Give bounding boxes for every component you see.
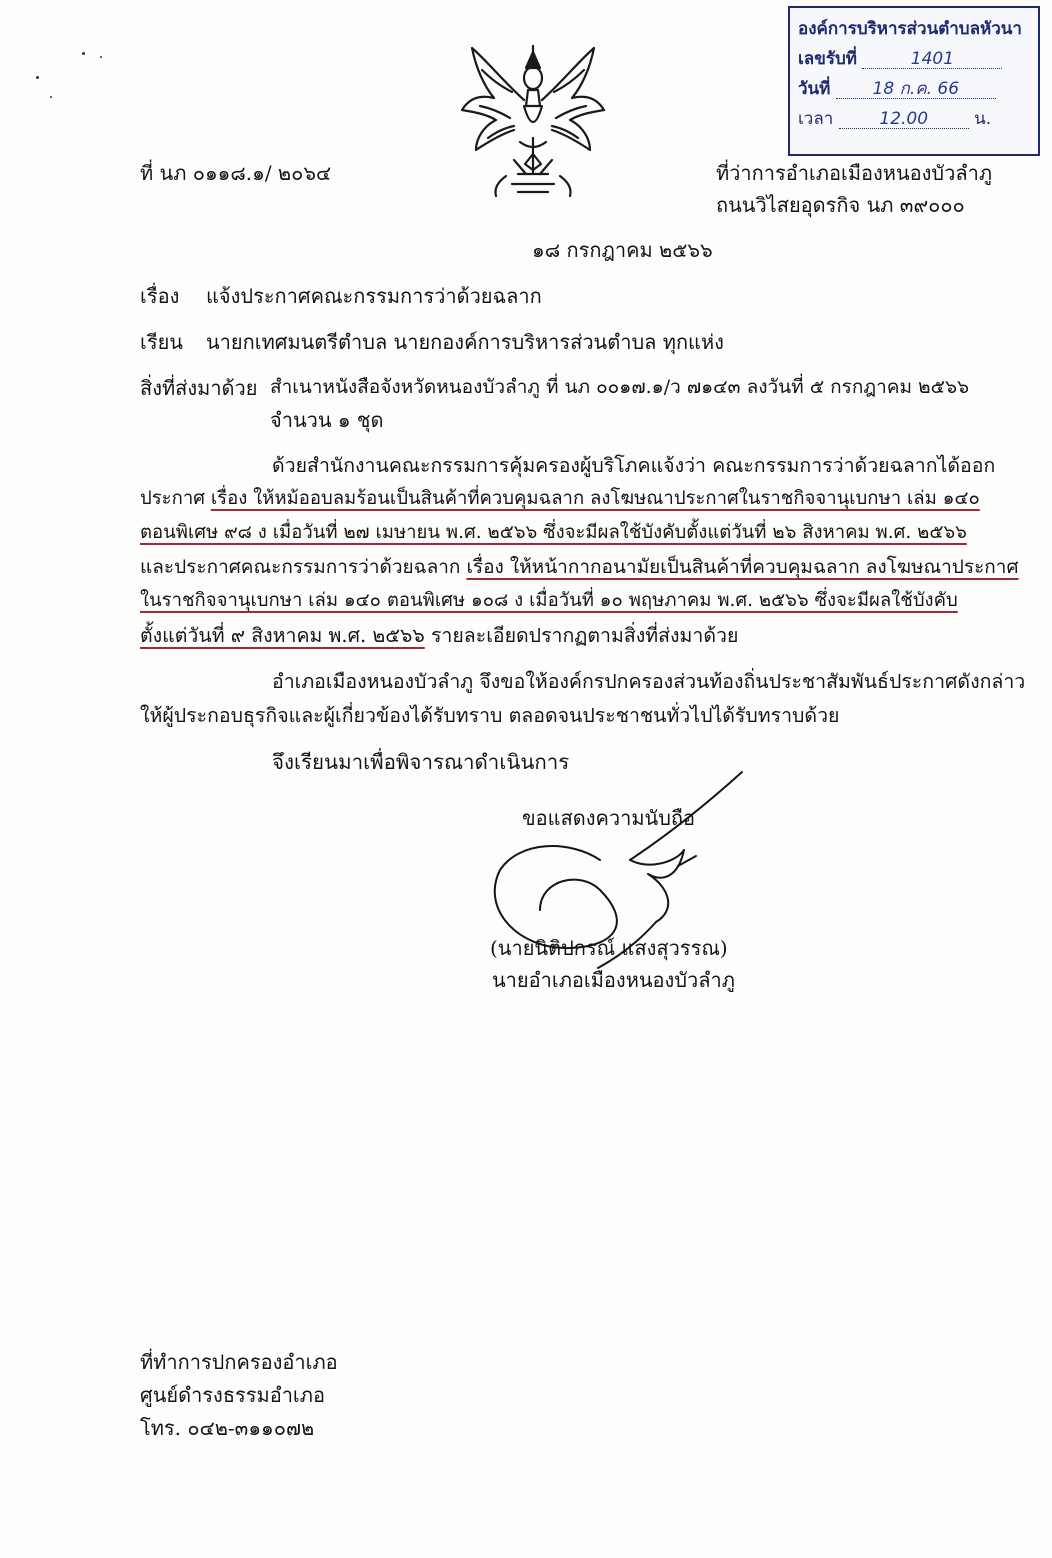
footer-phone: โทร. ๐๔๒-๓๑๑๐๗๒	[140, 1416, 315, 1440]
stamp-date-label: วันที่	[798, 79, 831, 99]
subject-label: เรื่อง	[140, 284, 180, 308]
subject-text: แจ้งประกาศคณะกรรมการว่าด้วยฉลาก	[206, 284, 542, 308]
recipient-text: นายกเทศมนตรีตำบล นายกองค์การบริหารส่วนตำบล ทุกแห่ง	[206, 330, 724, 354]
footer-center: ศูนย์ดำรงธรรมอำเภอ	[140, 1383, 325, 1407]
body-p1-line3: ตอนพิเศษ ๙๘ ง เมื่อวันที่ ๒๗ เมษายน พ.ศ. ๒๕๖๖ ซึ่งจะมีผลใช้บังคับตั้งแต่วันที่ ๒๖ สิงหาคม พ.ศ. ๒๕๖๖	[140, 522, 967, 543]
speck	[50, 96, 52, 98]
stamp-receipt-label: เลขรับที่	[798, 49, 857, 69]
body-p1-line2-underlined: เรื่อง ให้หม้ออบลมร้อนเป็นสินค้าที่ควบคุมฉลาก ลงโฆษณาประกาศในราชกิจจานุเบกษา เล่ม ๑๔๐	[210, 488, 980, 509]
stamp-date-value: 18 ก.ค. 66	[836, 80, 996, 99]
footer-office: ที่ทำการปกครองอำเภอ	[140, 1350, 338, 1374]
speck	[100, 56, 102, 58]
body-p1-line1: ด้วยสำนักงานคณะกรรมการคุ้มครองผู้บริโภคแจ้งว่า คณะกรรมการว่าด้วยฉลากได้ออก	[272, 454, 996, 477]
body-p1-line6-underlined: ตั้งแต่วันที่ ๙ สิงหาคม พ.ศ. ๒๕๖๖	[140, 624, 425, 647]
speck	[36, 76, 39, 79]
receipt-stamp	[788, 6, 1040, 156]
body-p1-line2	[140, 490, 980, 509]
stamp-receipt-no: 1401	[862, 50, 1002, 69]
garuda-emblem	[454, 42, 612, 202]
enclosure-line1: สำเนาหนังสือจังหวัดหนองบัวลำภู ที่ นภ ๐๐๑๗.๑/ว ๗๑๔๓ ลงวันที่ ๕ กรกฎาคม ๒๕๖๖	[270, 376, 970, 398]
signatory-name: (นายนิติปกรณ์ แสงสุวรรณ)	[490, 936, 728, 960]
recipient-label: เรียน	[140, 330, 183, 354]
body-p1-line2-prefix: ประกาศ	[140, 488, 211, 509]
body-p2-line1: อำเภอเมืองหนองบัวลำภู จึงขอให้องค์กรปกครองส่วนท้องถิ่นประชาสัมพันธ์ประกาศดังกล่าว	[272, 670, 1026, 693]
signatory-position: นายอำเภอเมืองหนองบัวลำภู	[492, 968, 735, 992]
closing-salutation: ขอแสดงความนับถือ	[522, 806, 696, 830]
enclosure-label: สิ่งที่ส่งมาด้วย	[140, 376, 258, 400]
body-p1-line4-underlined: เรื่อง ให้หน้ากากอนามัยเป็นสินค้าที่ควบคุมฉลาก ลงโฆษณาประกาศ	[466, 556, 1019, 578]
reference-number: ที่ นภ ๐๑๑๘.๑/ ๒๐๖๔	[140, 161, 332, 185]
body-p2-line2: ให้ผู้ประกอบธุรกิจและผู้เกี่ยวข้องได้รับทราบ ตลอดจนประชาชนทั่วไปได้รับทราบด้วย	[140, 704, 840, 727]
body-p1-line6	[140, 626, 738, 646]
body-p1-line4-prefix: และประกาศคณะกรรมการว่าด้วยฉลาก	[140, 556, 467, 578]
enclosure-line2: จำนวน ๑ ชุด	[270, 408, 384, 432]
stamp-org: องค์การบริหารส่วนตำบลหัวนา	[798, 19, 1022, 39]
body-p3: จึงเรียนมาเพื่อพิจารณาดำเนินการ	[272, 750, 570, 774]
stamp-time-value: 12.00	[839, 110, 969, 129]
office-address-line2: ถนนวิไสยอุดรกิจ นภ ๓๙๐๐๐	[716, 193, 965, 217]
body-p1-line5: ในราชกิจจานุเบกษา เล่ม ๑๔๐ ตอนพิเศษ ๑๐๘ ง เมื่อวันที่ ๑๐ พฤษภาคม พ.ศ. ๒๕๖๖ ซึ่งจะมีผลใช้บังคับ	[140, 590, 958, 611]
stamp-time-unit: น.	[974, 109, 992, 129]
body-p1-line4	[140, 558, 1019, 577]
speck	[82, 52, 85, 55]
letter-date: ๑๘ กรกฎาคม ๒๕๖๖	[532, 238, 713, 262]
body-p1-line6-suffix: รายละเอียดปรากฏตามสิ่งที่ส่งมาด้วย	[424, 624, 739, 647]
office-address-line1: ที่ว่าการอำเภอเมืองหนองบัวลำภู	[716, 161, 993, 185]
stamp-time-label: เวลา	[798, 109, 834, 129]
